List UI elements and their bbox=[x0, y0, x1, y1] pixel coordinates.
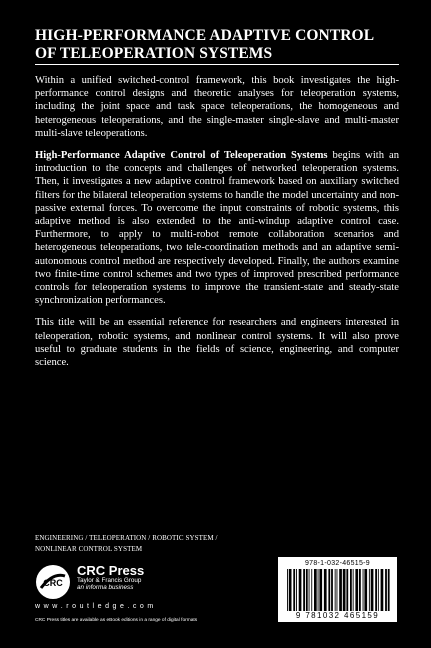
crc-logo-text: CRC bbox=[43, 578, 63, 588]
publisher-info bbox=[77, 564, 144, 592]
publisher-url: w w w . r o u t l e d g e . c o m bbox=[35, 603, 154, 610]
ebook-note: CRC Press titles are available as eBook editions in a range of digital formats bbox=[35, 618, 198, 623]
barcode-bars bbox=[285, 569, 390, 613]
isbn-label: 978-1-032-46515-9 bbox=[304, 560, 371, 567]
barcode bbox=[278, 557, 397, 622]
paragraph-3: This title will be an essential reference for researchers and engineers interested in teleoperation, robotic systems, and nonlinear control systems. It will also prove useful to graduate students in the fields of science, engineering, and computer science. bbox=[35, 317, 399, 369]
paragraph-2-text: begins with an introduction to the concepts and challenges of networked teleoperation systems. Then, it investigates a new adaptive control framework based on auxiliary switched filters for the bilateral teleoperation systems to handle the model uncertainty and non-passive external forces. To overcome the input constraints of robotic systems, this adaptive method is also extended to the anti-windup adaptive control case. Furthermore, to apply to multi-robot remote collaboration scenarios and heterogeneous teleoperations, two tele-coordination methods and an adaptive semi-autonomous control method are respectively developed. Finally, the authors examine two finite-time control schemes and two types of improved prescribed performance controls for teleoperation systems to improve the transient-state and steady-state synchronization performances. bbox=[35, 150, 399, 307]
paragraph-2 bbox=[35, 149, 399, 307]
title-line-1: HIGH-PERFORMANCE ADAPTIVE CONTROL bbox=[35, 27, 375, 44]
book-title-inline: High-Performance Adaptive Control of Teleoperation Systems bbox=[35, 150, 328, 162]
crc-logo-icon bbox=[35, 564, 71, 600]
paragraph-1: Within a unified switched-control framework, this book investigates the high-performance control designs and theoretic analyses for teleoperation systems, including the joint space and task space teleoperations, the homogeneous and heterogeneous teleoperations, and the single-master single-slave and multi-master multi-slave teleoperations. bbox=[35, 75, 399, 139]
isbn-digits: 9 781032 465159 bbox=[282, 611, 393, 620]
subject-line-2: NONLINEAR CONTROL SYSTEM bbox=[35, 545, 143, 553]
book-title bbox=[35, 27, 405, 63]
subject-categories bbox=[35, 533, 335, 555]
description bbox=[35, 74, 399, 378]
publisher-name: CRC Press bbox=[77, 563, 145, 578]
title-divider bbox=[35, 64, 399, 65]
publisher-business: an informa business bbox=[77, 584, 134, 592]
subject-line-1: ENGINEERING / TELEOPERATION / ROBOTIC SYSTEM / bbox=[35, 534, 218, 542]
publisher-group: Taylor & Francis Group bbox=[77, 577, 142, 585]
title-line-2: OF TELEOPERATION SYSTEMS bbox=[35, 45, 273, 62]
